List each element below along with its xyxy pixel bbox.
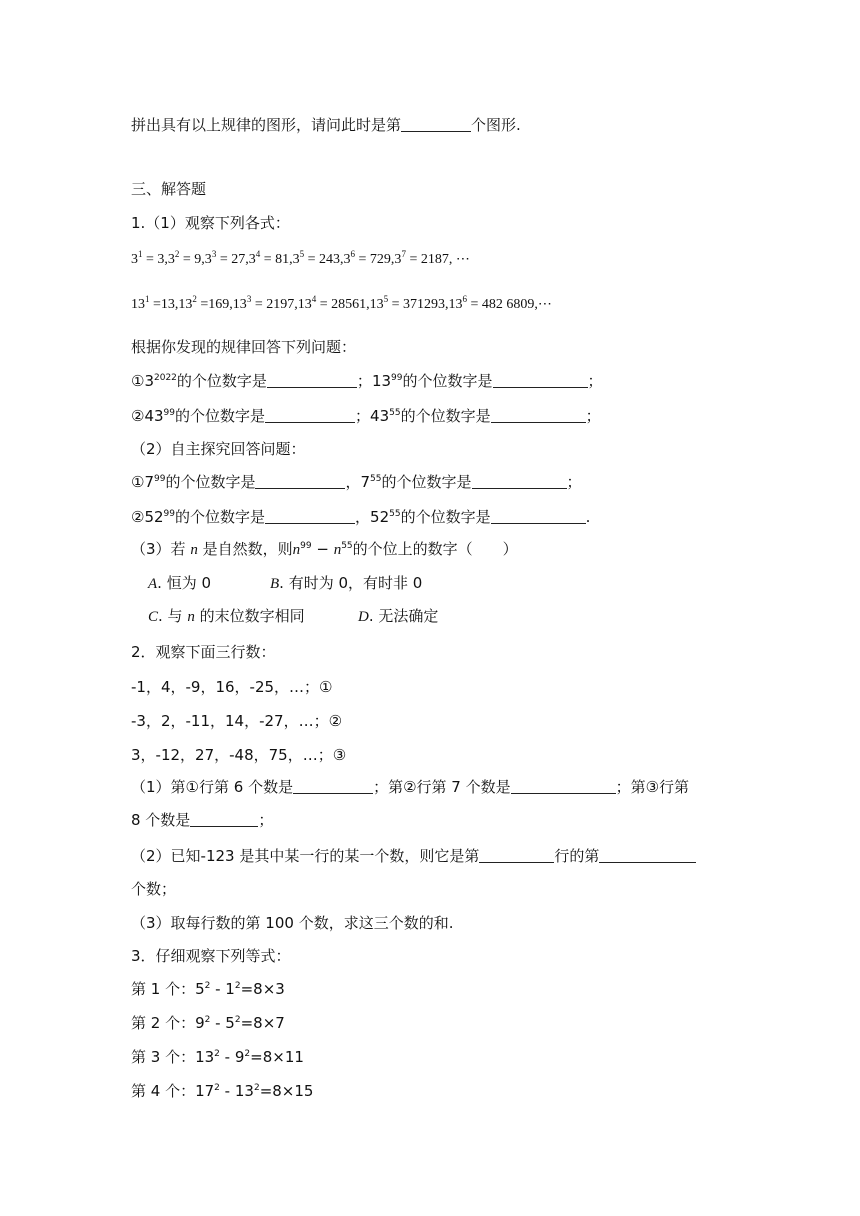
answer-blank[interactable] — [265, 407, 355, 423]
q3-row-4: 第 4 个：$17^2 - 13^2=8\times 15$ — [131, 1082, 314, 1100]
answer-blank[interactable] — [511, 778, 616, 794]
q1-part3: （3）若 n 是自然数，则$n^{99} - n^{55}$的个位上的数字（ ） — [131, 540, 518, 558]
answer-blank[interactable] — [491, 407, 586, 423]
fragment-line: 拼出具有以上规律的图形，请问此时是第 个图形. — [131, 116, 521, 134]
answer-blank[interactable] — [255, 473, 345, 489]
q1-title: 1.（1）观察下列各式： — [131, 214, 290, 232]
answer-blank[interactable] — [493, 372, 588, 388]
option-d[interactable]: D. 无法确定 — [358, 607, 439, 625]
answer-blank[interactable] — [491, 508, 586, 524]
q1-b2: $②52^{99}$的个位数字是 ，$52^{55}$的个位数字是 . — [131, 508, 591, 526]
q2-row-3: 3，-12，27，-48，75，…；③ — [131, 746, 347, 764]
option-a[interactable]: A. 恒为 0 — [148, 574, 212, 592]
option-c[interactable]: C. 与 n 的末位数字相同 — [148, 607, 305, 625]
q1-ask: 根据你发现的规律回答下列问题： — [131, 338, 357, 356]
powers-of-13: $13^1 =13,13^2 =169,13^3 = 2197,13^4 = 28561,13^5 = 371293,13^6 = 482$ 6809,⋯ — [131, 294, 552, 312]
q2-part3: （3）取每行数的第 100 个数，求这三个数的和. — [131, 914, 454, 932]
answer-blank[interactable] — [267, 372, 357, 388]
q1-a1: $①3^{2022}$的个位数字是 ；$13^{99}$的个位数字是 ； — [131, 372, 603, 390]
q1-b1: $①7^{99}$的个位数字是 ，$7^{55}$的个位数字是 ； — [131, 473, 582, 491]
answer-blank[interactable] — [479, 847, 554, 863]
q3-title: 3．仔细观察下列等式： — [131, 947, 291, 965]
answer-blank[interactable] — [599, 847, 696, 863]
answer-blank[interactable] — [190, 811, 258, 827]
q1-a2: $②43^{99}$的个位数字是 ；$43^{55}$的个位数字是 ； — [131, 407, 601, 425]
q2-part1-cont: 8 个数是 ； — [131, 811, 274, 829]
q2-part1: （1）第①行第 6 个数是 ；第②行第 7 个数是 ；第③行第 — [131, 778, 690, 796]
q2-part2: （2）已知-123 是其中某一行的某一个数，则它是第 行的第 — [131, 845, 696, 867]
q3-row-3: 第 3 个：$13^2 - 9^2=8\times 11$ — [131, 1048, 304, 1066]
section-heading: 三、解答题 — [131, 180, 207, 198]
answer-blank[interactable] — [401, 116, 471, 132]
q3-row-2: 第 2 个：$9^2 - 5^2=8\times 7$ — [131, 1014, 285, 1032]
powers-of-3: $3^1 = 3,3^2 = 9,3^3 = 27,3^4 = 81,3^5 = 243,3^6 = 729,3^7 = 2187$, ⋯ — [131, 249, 470, 267]
answer-blank[interactable] — [293, 778, 373, 794]
q2-title: 2．观察下面三行数： — [131, 643, 276, 661]
q2-row-1: -1，4，-9，16，-25，…；① — [131, 678, 333, 696]
q2-part2-cont: 个数； — [131, 880, 177, 898]
q2-row-2: -3，2，-11，14，-27，…；② — [131, 712, 343, 730]
q1-part2: （2）自主探究回答问题： — [131, 440, 306, 458]
q3-row-1: 第 1 个：$5^2 - 1^2=8\times 3$ — [131, 980, 285, 998]
answer-blank[interactable] — [265, 508, 355, 524]
answer-blank[interactable] — [472, 473, 567, 489]
option-b[interactable]: B. 有时为 0，有时非 0 — [270, 574, 423, 592]
